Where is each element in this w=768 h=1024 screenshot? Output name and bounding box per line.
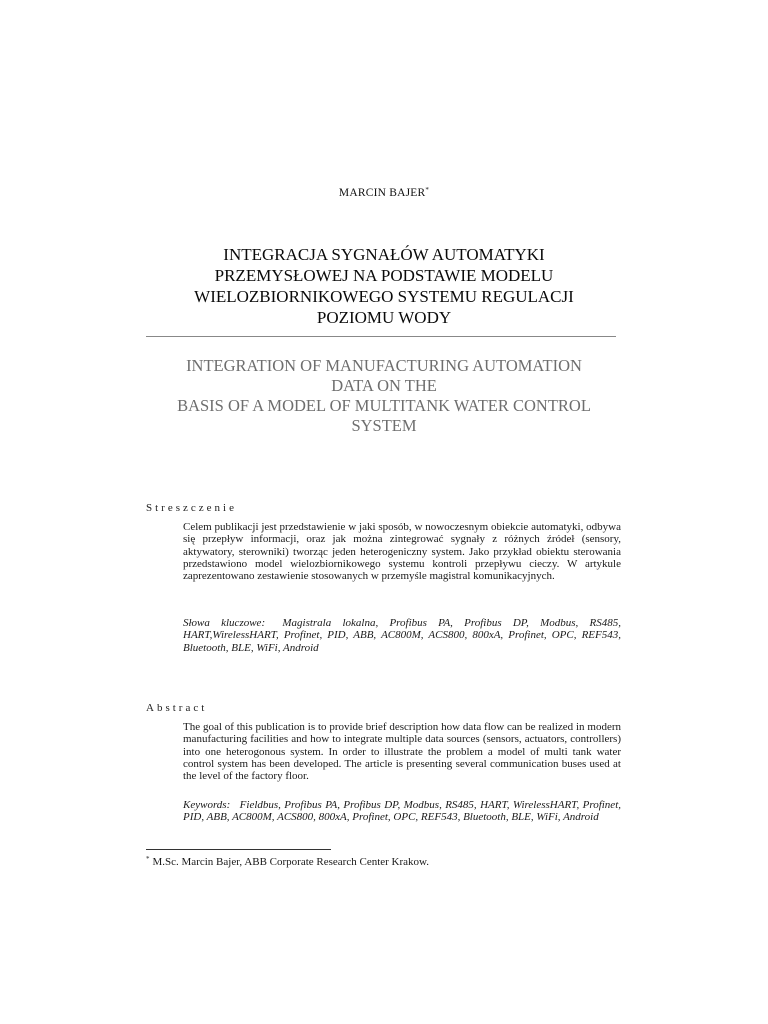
title-en-line: INTEGRATION OF MANUFACTURING AUTOMATION xyxy=(186,356,582,375)
title-pl-line: WIELOZBIORNIKOWEGO SYSTEMU REGULACJI xyxy=(194,287,574,306)
title-pl-line: INTEGRACJA SYGNAŁÓW AUTOMATYKI xyxy=(223,245,545,264)
keywords-pl-list: Magistrala lokalna, Profibus PA, Profibus DP, Modbus, RS485, HART,WirelessHART, Profinet, PID, ABB, AC800M, ACS800, 800xA, Profinet, OPC, REF543, Bluetooth, BLE, WiFi, Android xyxy=(183,617,621,654)
title-pl-line: POZIOMU WODY xyxy=(316,308,452,327)
author-line xyxy=(0,186,768,199)
title-en-line: DATA ON THE xyxy=(331,376,437,395)
keywords-en-label: Keywords: xyxy=(183,799,231,811)
footnote-text: M.Sc. Marcin Bajer, ABB Corporate Research Center Krakow. xyxy=(152,856,430,868)
streszczenie-text: Celem publikacji jest przedstawienie w jaki sposób, w nowoczesnym obiekcie automatyki, odbywa się przepływ informacji, oraz jak można zintegrować sygnały z różnych źródeł (sensory, aktywatory, sterowniki) tworząc jeden heterogeniczny system. Jako przykład obiektu sterowania przedstawiono model wielozbiornikowego systemu kontroli przepływu cieczy. W artykule zaprezentowano zestawienie stosowanych w przemyśle magistral komunikacyjnych. xyxy=(183,521,621,583)
title-polish xyxy=(140,244,628,328)
keywords-pl-label: Słowa kluczowe: xyxy=(183,617,266,629)
title-divider xyxy=(146,336,616,337)
abstract-text: The goal of this publication is to provide brief description how data flow can be realized in modern manufacturing facilities and how to integrate multiple data sources (sensors, actuators, controllers) into one heterogonous system. In order to illustrate the problem a model of multi tank water control system has been developed. The article is presenting several communication buses used at the level of the factory floor. xyxy=(183,721,621,783)
abstract-heading: Abstract xyxy=(146,702,208,714)
title-english xyxy=(130,356,638,436)
title-en-line: BASIS OF A MODEL OF MULTITANK WATER CONTROL xyxy=(177,396,591,415)
author-footnote-marker: * xyxy=(425,186,430,194)
footnote-marker: * xyxy=(146,855,150,863)
footnote xyxy=(146,855,626,868)
author-name: MARCIN BAJER xyxy=(338,187,426,199)
footnote-divider xyxy=(146,849,331,850)
keywords-en-list: Fieldbus, Profibus PA, Profibus DP, Modbus, RS485, HART, WirelessHART, Profinet, PID, ABB, AC800M, ACS800, 800xA, Profinet, OPC, REF543, Bluetooth, BLE, WiFi, Android xyxy=(183,799,621,824)
keywords-en xyxy=(183,799,621,824)
streszczenie-heading: Streszczenie xyxy=(146,502,237,514)
keywords-pl xyxy=(183,617,621,654)
title-en-line: SYSTEM xyxy=(351,416,417,435)
title-pl-line: PRZEMYSŁOWEJ NA PODSTAWIE MODELU xyxy=(214,266,554,285)
